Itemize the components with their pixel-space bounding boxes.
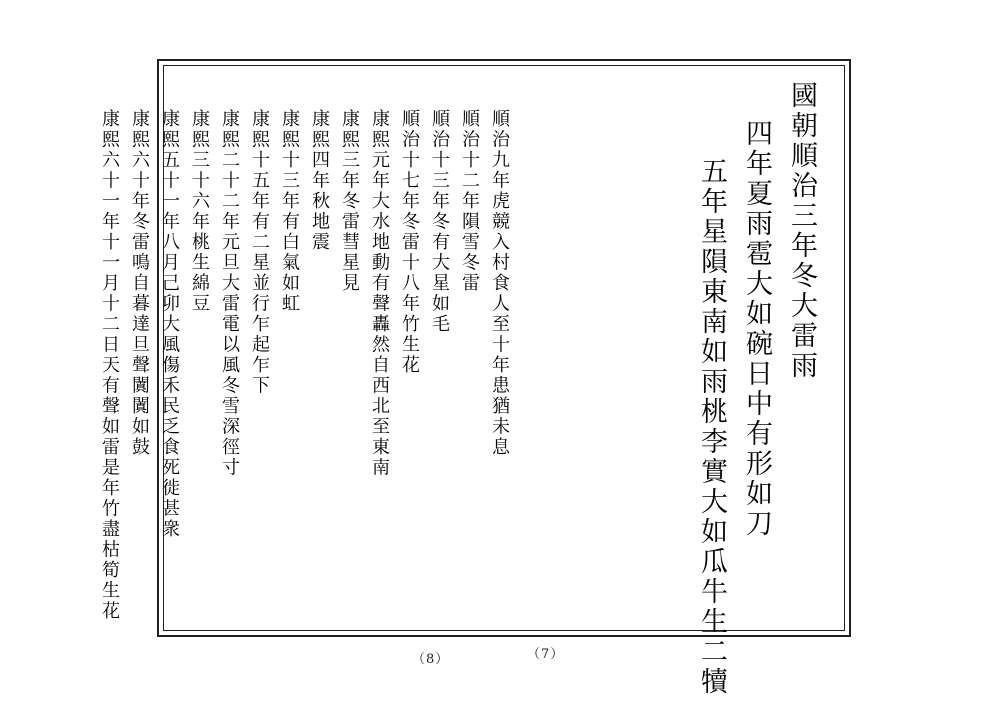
text-column: 康熙六十年冬雷鳴自暮達旦聲闐闐如鼓 (129, 109, 150, 458)
text-column: 順治九年虎競入村食人至十年患猶未息 (489, 109, 510, 458)
left-leaf (99, 71, 528, 625)
text-column: 康熙四年秋地震 (309, 109, 330, 253)
text-column: 國朝順治三年冬大雷雨 (786, 81, 817, 381)
text-column: 順治十二年隕雪冬雷 (459, 109, 480, 294)
page-number-left: （8） (412, 652, 450, 667)
text-column: 康熙三十六年桃生綿豆 (189, 109, 210, 314)
text-column: 五年星隕東南如雨桃李實大如瓜牛生二犢 (696, 157, 727, 697)
left-leaf-columns (99, 71, 528, 625)
text-column: 四年夏雨雹大如碗日中有形如刀 (741, 119, 772, 539)
right-leaf-columns (516, 71, 838, 697)
text-column: 順治十三年冬有大星如毛 (429, 109, 450, 335)
text-column: 康熙二十二年元旦大雷電以風冬雪深徑寸 (219, 109, 240, 478)
text-column: 康熙元年大水地動有聲轟然自西北至東南 (369, 109, 390, 478)
text-column: 康熙十五年有二星並行乍起乍下 (249, 109, 270, 396)
text-block-inner-frame (99, 65, 845, 697)
page-number-right: （7） (527, 647, 565, 662)
right-leaf (516, 71, 838, 697)
text-column: 康熙三年冬雷彗星見 (339, 109, 360, 294)
text-block-frame (99, 59, 851, 697)
text-column: 康熙十三年有白氣如虹 (279, 109, 300, 314)
text-column: 康熙六十一年十一月十二日天有聲如雷是年竹盡枯筍生花 (99, 109, 120, 622)
text-column: 康熙五十一年八月己卯大風傷禾民乏食死徙甚衆 (159, 109, 180, 540)
text-column: 順治十七年冬雷十八年竹生花 (399, 109, 420, 376)
